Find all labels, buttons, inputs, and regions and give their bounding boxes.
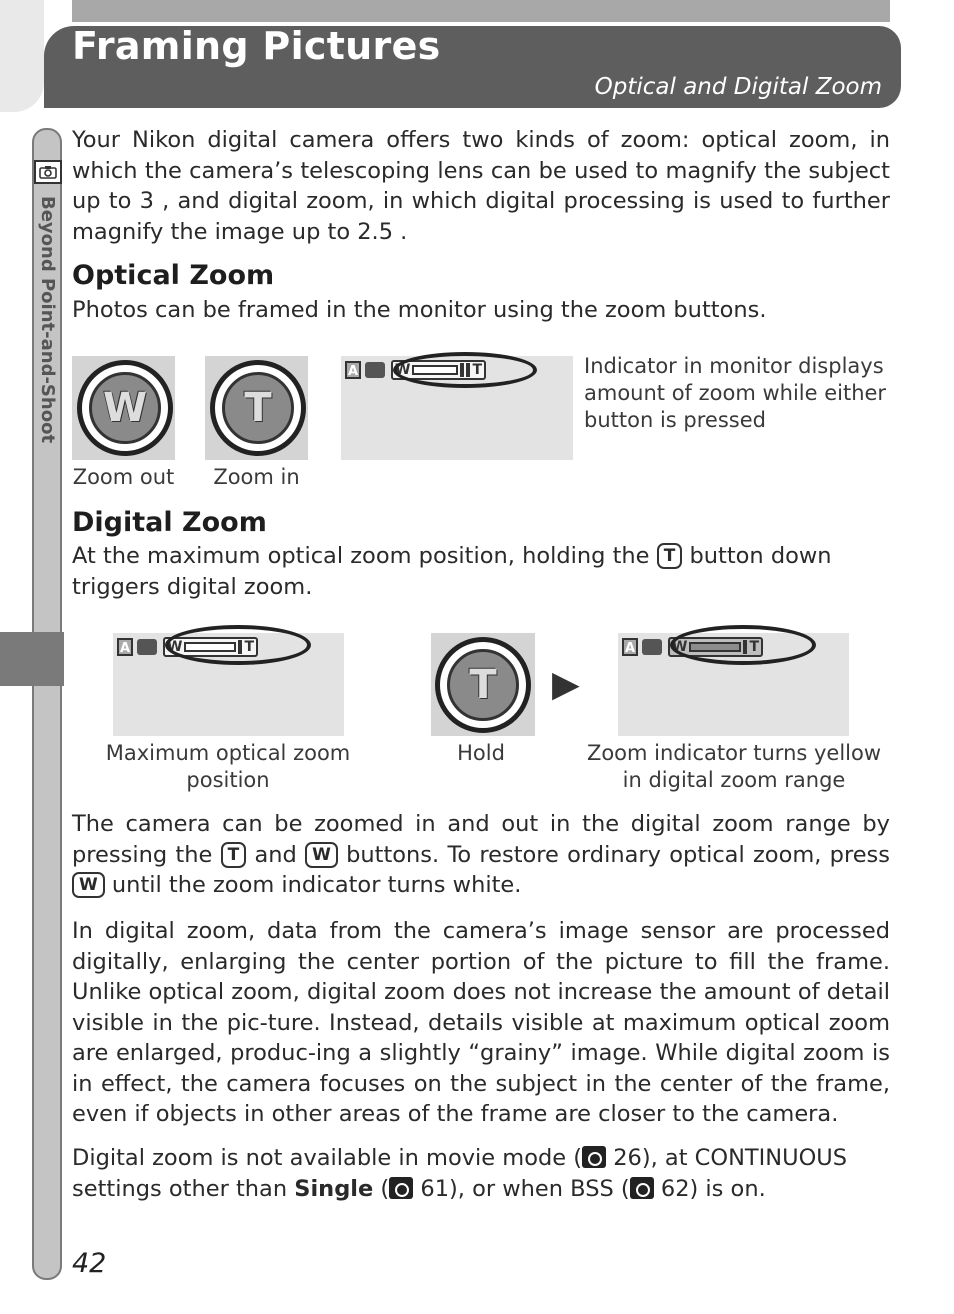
max-optical-zoom-caption	[94, 740, 362, 794]
digital-zoom-monitor	[618, 633, 849, 736]
hold-caption: Hold	[457, 741, 505, 765]
camera-mode-icon	[642, 639, 662, 655]
page-subtitle: Optical and Digital Zoom	[594, 74, 882, 100]
optical-zoom-text: Photos can be framed in the monitor using the zoom buttons.	[72, 297, 767, 323]
digital-zoom-text-part2: button down triggers digital zoom.	[72, 543, 832, 600]
zoom-out-caption: Zoom out	[72, 465, 175, 489]
max-optical-zoom-monitor	[113, 633, 344, 736]
page-reference-icon	[389, 1177, 413, 1199]
zoom-range-text-part3: buttons. To restore ordinary optical zoom, press	[346, 841, 890, 868]
page-title: Framing Pictures	[72, 24, 441, 68]
availability-ref1: 26), at CONTINUOUS settings other than	[72, 1145, 848, 1202]
camera-mode-icon	[137, 639, 157, 655]
camera-mode-icon	[365, 362, 385, 378]
indicator-caption: Indicator in monitor displays amount of zoom while either button is pressed	[584, 354, 887, 432]
zoom-range-text-part2: and	[254, 841, 297, 868]
yellow-indicator-caption-line2: in digital zoom range	[622, 768, 846, 792]
digital-zoom-text-part1: At the maximum optical zoom position, holding the	[72, 543, 650, 569]
zoom-in-button	[210, 360, 306, 456]
camera-icon	[34, 160, 62, 184]
w-button-inline: W	[72, 872, 105, 898]
page-reference-icon	[582, 1146, 606, 1168]
zoom-in-button-photo	[205, 356, 308, 460]
highlight-ellipse	[393, 352, 537, 388]
availability-paragraph	[72, 1143, 890, 1204]
header-corner-tab	[0, 0, 44, 112]
page-reference-icon	[630, 1177, 654, 1199]
digital-zoom-text	[72, 541, 890, 602]
zoom-range-text-part1: The camera can be zoomed in and out in the digital zoom range by pressing the	[72, 811, 890, 868]
camera-icon-glyph	[39, 165, 57, 179]
zoom-indicator-t: T	[749, 639, 760, 655]
availability-ref3: 62) is on.	[660, 1175, 766, 1202]
header-top-bar	[72, 0, 890, 22]
zoom-out-button	[77, 360, 173, 456]
zoom-indicator-w: W	[395, 362, 411, 378]
max-optical-zoom-caption-line2: position	[186, 768, 270, 792]
page-number: 42	[72, 1248, 107, 1279]
optical-zoom-heading: Optical Zoom	[72, 260, 275, 291]
max-optical-zoom-caption-line1: Maximum optical zoom	[105, 741, 351, 765]
zoom-range-paragraph	[72, 809, 890, 901]
zoom-indicator-w: W	[672, 639, 688, 655]
hold-t-button-photo	[431, 633, 535, 736]
yellow-indicator-caption	[580, 740, 888, 794]
auto-mode-icon: A	[117, 638, 133, 656]
t-button-glyph: T	[447, 649, 519, 721]
zoom-range-text-part4: until the zoom indicator turns white.	[111, 872, 522, 898]
availability-text-part1: Digital zoom is not available in movie mode (	[72, 1145, 583, 1171]
zoom-indicator-t: T	[472, 362, 483, 378]
zoom-out-button-photo	[72, 356, 175, 460]
side-rail-label: Beyond Point-and-Shoot	[37, 196, 58, 444]
section-tab-marker	[0, 632, 64, 686]
monitor-display	[341, 356, 573, 460]
auto-mode-icon: A	[345, 361, 361, 379]
zoom-indicator-w: W	[167, 639, 183, 655]
highlight-ellipse	[165, 625, 311, 665]
single-setting-label: Single	[294, 1175, 374, 1202]
highlight-ellipse	[670, 625, 816, 665]
t-button-inline: T	[657, 543, 683, 569]
zoom-in-caption: Zoom in	[213, 465, 300, 489]
w-button-glyph: W	[89, 372, 161, 444]
t-button-inline: T	[221, 842, 247, 868]
w-button-inline: W	[305, 842, 338, 868]
hold-t-button	[435, 637, 531, 733]
intro-paragraph: Your Nikon digital camera offers two kinds of zoom: optical zoom, in which the camera’s telescoping lens can be used to magnify the subject up to 3 , and digital zoom, in which digital processing is used to further magnify the image up to 2.5 .	[72, 127, 890, 245]
availability-ref2: 61), or when BSS (	[420, 1175, 630, 1202]
digital-zoom-heading: Digital Zoom	[72, 507, 267, 538]
digital-processing-paragraph: In digital zoom, data from the camera’s image sensor are processed digitally, enlarging the center portion of the picture to fill the frame. Unlike optical zoom, digital zoom does not increase the amount of detail visible in the pic-ture. Instead, details visible at maximum optical zoom are enlarged, produc-ing a slightly “grainy” image. While digital zoom is in effect, the camera focuses on the subject in the center of the frame, even if objects in other areas of the frame are closer to the camera.	[72, 918, 890, 1127]
zoom-indicator-t: T	[244, 639, 255, 655]
availability-text-part2: (	[373, 1175, 390, 1202]
arrow-right-icon: ▶	[552, 664, 580, 705]
auto-mode-icon: A	[622, 638, 638, 656]
yellow-indicator-caption-line1: Zoom indicator turns yellow	[586, 741, 882, 765]
t-button-glyph: T	[222, 372, 294, 444]
